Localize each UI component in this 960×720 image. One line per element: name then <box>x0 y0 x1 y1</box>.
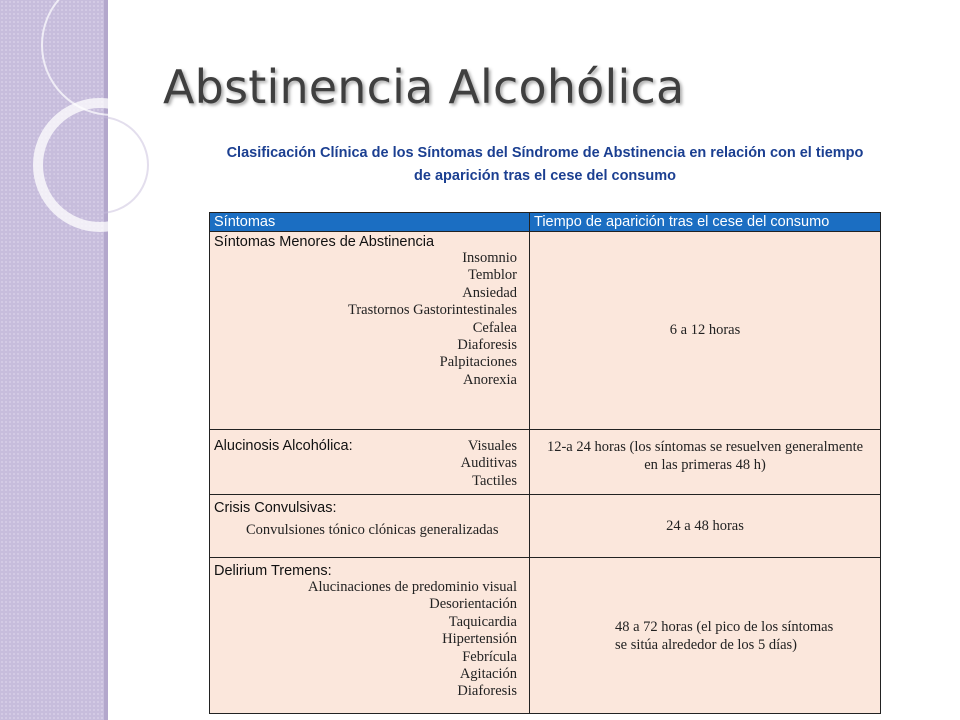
symptom-item: Agitación <box>459 666 517 683</box>
table-row <box>210 232 881 430</box>
decorative-circles <box>0 0 200 260</box>
symptom-item: Alucinaciones de predominio visual <box>308 579 517 595</box>
category-label: Delirium Tremens: <box>214 563 332 579</box>
symptom-item: Tactiles <box>472 472 517 489</box>
symptom-item: Hipertensión <box>442 631 517 648</box>
symptom-list <box>210 579 529 701</box>
symptom-item: Palpitaciones <box>439 354 517 371</box>
symptom-item: Anorexia <box>463 371 517 388</box>
time-line: 6 a 12 horas <box>669 322 741 338</box>
table-row <box>210 430 881 495</box>
symptom-item: Visuales <box>467 438 517 454</box>
category-label: Crisis Convulsivas: <box>214 500 337 516</box>
symptom-list <box>461 438 517 490</box>
symptom-item: Convulsiones tónico clónicas generalizadas <box>246 522 499 538</box>
category-label: Síntomas Menores de Abstinencia <box>214 234 435 250</box>
symptom-item: Cefalea <box>472 319 517 336</box>
deco-circle-small <box>38 103 162 227</box>
deco-circle-large <box>42 0 182 115</box>
header-symptoms: Síntomas <box>210 213 530 232</box>
deco-circle-inner <box>52 117 148 213</box>
alucinosis-group <box>210 430 529 490</box>
table-row <box>210 558 881 714</box>
symptom-item: Auditivas <box>460 455 517 472</box>
symptoms-table <box>209 212 881 714</box>
symptoms-cell <box>210 430 530 495</box>
time-line: 12-a 24 horas (los síntomas se resuelven generalmente <box>546 439 864 455</box>
symptom-item: Temblor <box>468 267 517 284</box>
symptom-item: Diaforesis <box>457 683 517 700</box>
caption-line-1: Clasificación Clínica de los Síntomas del Síndrome de Abstinencia en relación con el tiempo <box>226 145 864 161</box>
symptoms-cell <box>210 495 530 558</box>
symptom-item: Ansiedad <box>462 284 517 301</box>
symptom-item: Taquicardia <box>448 613 517 630</box>
time-cell <box>530 495 881 558</box>
slide-title: Abstinencia Alcohólica <box>163 60 685 114</box>
category-label: Alucinosis Alcohólica: <box>214 438 353 454</box>
time-line: en las primeras 48 h) <box>644 457 766 473</box>
time-cell <box>530 558 881 714</box>
symptom-item: Febrícula <box>462 648 517 665</box>
table-header-row <box>210 213 881 232</box>
symptoms-cell <box>210 232 530 430</box>
caption-line-2: de aparición tras el cese del consumo <box>414 168 676 184</box>
symptom-item: Diaforesis <box>457 337 517 354</box>
header-time: Tiempo de aparición tras el cese del consumo <box>530 213 881 232</box>
table-caption <box>200 142 890 188</box>
time-line: se sitúa alrededor de los 5 días) <box>615 636 798 653</box>
symptom-item: Desorientación <box>429 596 517 613</box>
symptom-item: Trastornos Gastorintestinales <box>347 302 517 319</box>
symptom-item: Insomnio <box>462 250 517 266</box>
symptom-list <box>210 250 529 389</box>
symptoms-cell <box>210 558 530 714</box>
time-cell <box>530 430 881 495</box>
time-line: 24 a 48 horas <box>666 517 744 534</box>
time-line: 48 a 72 horas (el pico de los síntomas <box>615 618 834 635</box>
time-cell <box>530 232 881 430</box>
table-row <box>210 495 881 558</box>
